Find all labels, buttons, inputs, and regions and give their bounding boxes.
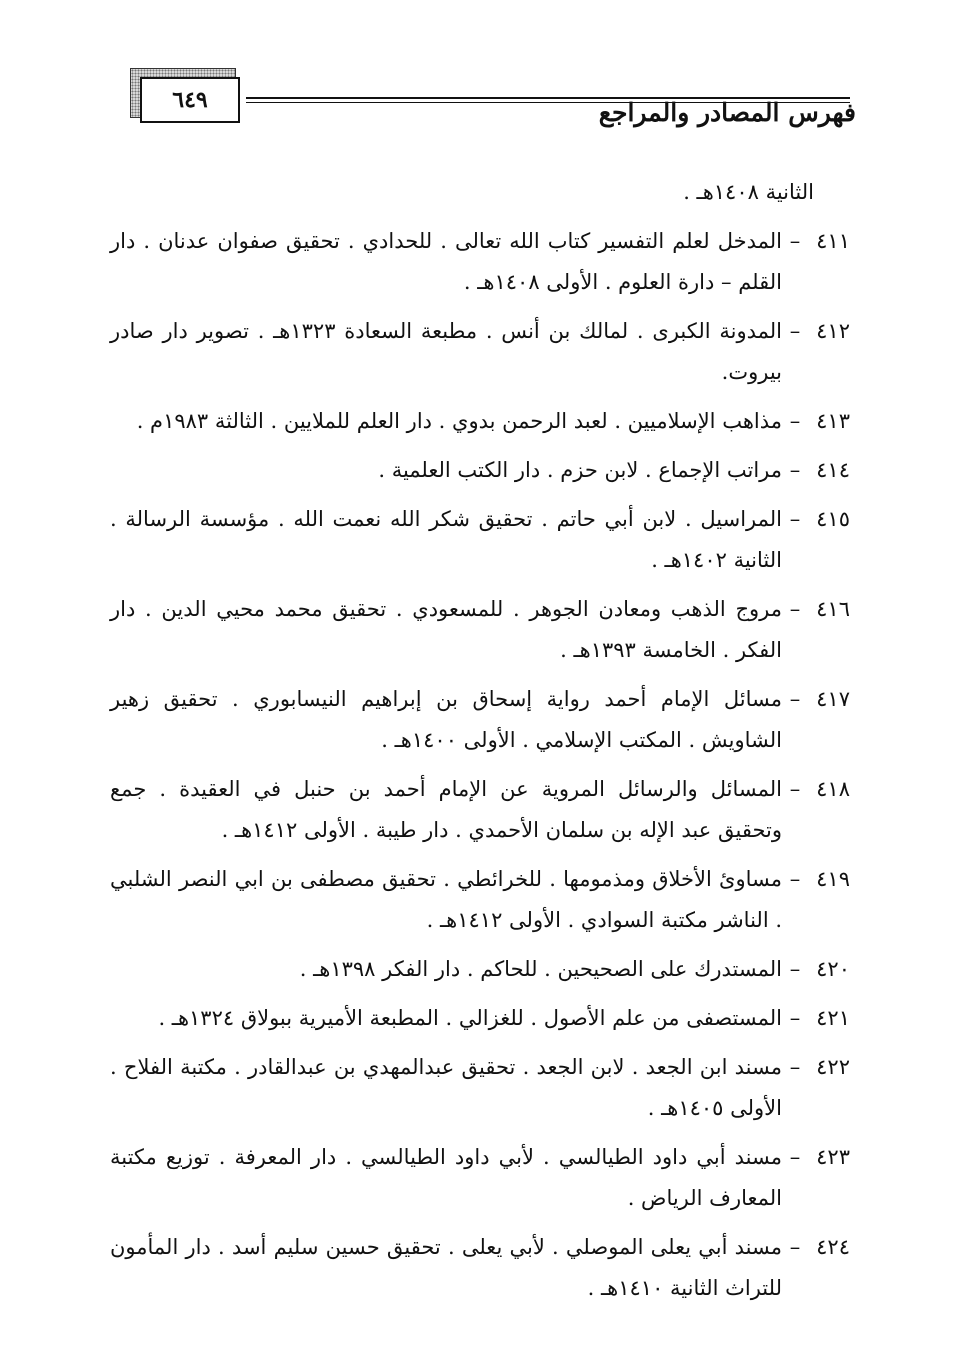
bibliography-list	[110, 172, 850, 1317]
entry-dash: –	[789, 957, 801, 981]
entry-text: مروج الذهب ومعادن الجوهر . للمسعودي . تحقيق محمد محيي الدين . دار الفكر . الخامسة ١٣٩٣هـ .	[110, 597, 782, 662]
bibliography-entry	[110, 1047, 850, 1129]
continuation-line: الثانية ١٤٠٨هـ .	[683, 180, 814, 204]
entry-dash: –	[789, 1055, 801, 1079]
bibliography-entry	[110, 401, 850, 442]
bibliography-entry	[110, 499, 850, 581]
bibliography-entry	[110, 1227, 850, 1309]
page-number: ٦٤٩	[140, 77, 240, 123]
bibliography-entry	[110, 589, 850, 671]
entry-dash: –	[789, 687, 801, 711]
entry-number: ٤٢٣	[816, 1145, 850, 1169]
page-number-box	[130, 68, 242, 126]
entry-dash: –	[789, 1235, 801, 1259]
entry-text: المستدرك على الصحيحين . للحاكم . دار الفكر ١٣٩٨هـ .	[299, 957, 782, 981]
entry-text: المسائل والرسائل المروية عن الإمام أحمد بن حنبل في العقيدة . جمع وتحقيق عبد الإله بن سلمان الأحمدي . دار طيبة . الأولى ١٤١٢هـ .	[110, 777, 782, 842]
entry-dash: –	[789, 1006, 801, 1030]
entry-text: مسند ابن الجعد . لابن الجعد . تحقيق عبدالمهدي بن عبدالقادر . مكتبة الفلاح . الأولى ١٤٠٥هـ .	[110, 1055, 782, 1120]
entry-text: المدخل لعلم التفسير كتاب الله تعالى . للحدادي . تحقيق صفوان عدنان . دار القلم – دارة العلوم . الأولى ١٤٠٨هـ .	[110, 229, 782, 294]
entry-number: ٤١١	[816, 229, 850, 253]
entry-number: ٤١٣	[816, 409, 850, 433]
entry-number: ٤١٤	[816, 458, 850, 482]
entry-dash: –	[789, 867, 801, 891]
entry-dash: –	[789, 319, 801, 343]
bibliography-entry	[110, 998, 850, 1039]
entry-number: ٤٢٢	[816, 1055, 850, 1079]
entry-number: ٤٢١	[816, 1006, 850, 1030]
entry-number: ٤٢٤	[816, 1235, 850, 1259]
entry-number: ٤١٨	[816, 777, 850, 801]
bibliography-entry	[110, 949, 850, 990]
entry-number: ٤١٦	[816, 597, 850, 621]
entry-text: مسائل الإمام أحمد رواية إسحاق بن إبراهيم النيسابوري . تحقيق زهير الشاويش . المكتب الإسلامي . الأولى ١٤٠٠هـ .	[110, 687, 782, 752]
running-title: فهرس المصادر والمراجع	[598, 98, 856, 127]
entry-number: ٤١٩	[816, 867, 850, 891]
entry-dash: –	[789, 1145, 801, 1169]
bibliography-entry	[110, 1137, 850, 1219]
entry-text: مسند أبي داود الطيالسي . لأبي داود الطيالسي . دار المعرفة . توزيع مكتبة المعارف الرياض .	[110, 1145, 782, 1210]
entry-dash: –	[789, 777, 801, 801]
entry-dash: –	[789, 229, 801, 253]
entry-number: ٤١٧	[816, 687, 850, 711]
bibliography-entry	[110, 859, 850, 941]
entry-text: المراسيل . لابن أبي حاتم . تحقيق شكر الله نعمت الله . مؤسسة الرسالة . الثانية ١٤٠٢هـ .	[110, 507, 782, 572]
entry-dash: –	[789, 507, 801, 531]
entry-text: مراتب الإجماع . لابن حزم . دار الكتب العلمية .	[378, 458, 782, 482]
entry-text: المدونة الكبرى . لمالك بن أنس . مطبعة السعادة ١٣٢٣هـ . تصوير دار صادر بيروت.	[110, 319, 782, 384]
entry-text: المستصفى من علم الأصول . للغزالي . المطبعة الأميرية ببولاق ١٣٢٤هـ .	[158, 1006, 782, 1030]
bibliography-entry	[110, 450, 850, 491]
bibliography-entry	[110, 679, 850, 761]
entry-text: مسند أبي يعلى الموصلي . لأبي يعلى . تحقيق حسين سليم أسد . دار المأمون للتراث الثانية ١٤١٠هـ .	[110, 1235, 782, 1300]
entry-dash: –	[789, 458, 801, 482]
entry-number: ٤٢٠	[816, 957, 850, 981]
bibliography-entry	[110, 769, 850, 851]
bibliography-entry	[110, 221, 850, 303]
entry-text: مذاهب الإسلاميين . لعبد الرحمن بدوي . دار العلم للملايين . الثالثة ١٩٨٣م .	[136, 409, 782, 433]
entry-number: ٤١٢	[816, 319, 850, 343]
bibliography-entry	[110, 311, 850, 393]
entry-dash: –	[789, 597, 801, 621]
entry-number: ٤١٥	[816, 507, 850, 531]
entry-dash: –	[789, 409, 801, 433]
entry-text: مساوئ الأخلاق ومذمومها . للخرائطي . تحقيق مصطفى بن ابي النصر الشلبي . الناشر مكتبة السوادي . الأولى ١٤١٢هـ .	[110, 867, 782, 932]
